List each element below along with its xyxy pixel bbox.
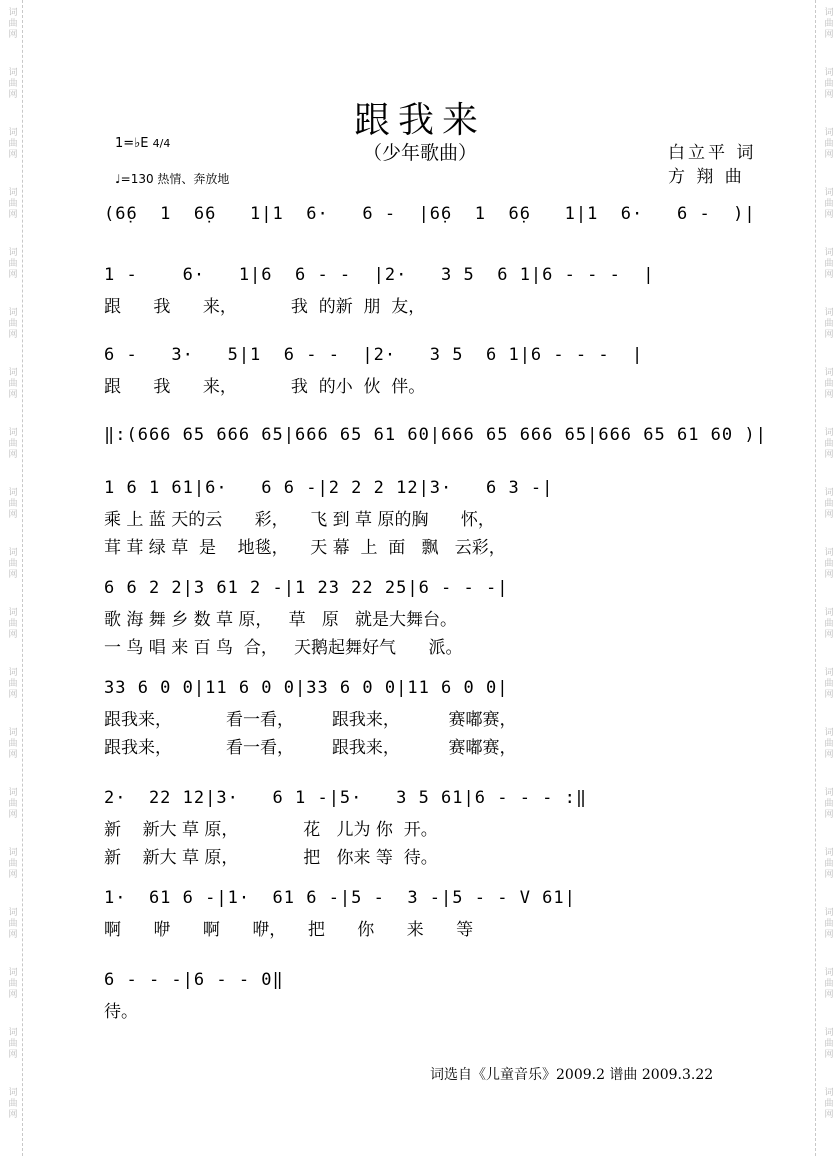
watermark: 词 曲 网 — [824, 428, 834, 460]
lyrics-verse-1: 跟 我 来， 我 的新 朋 友， — [104, 297, 426, 317]
watermark: 词 曲 网 — [8, 8, 18, 40]
footer-note: 词选自《儿童音乐》2009.2 谱曲 2009.3.22 — [430, 1067, 714, 1083]
notation-row: 6 - 3· 5|1 6 - - |2· 3 5 6 1|6 - - - | — [104, 345, 644, 365]
watermark: 词 曲 网 — [8, 848, 18, 880]
watermark: 词 曲 网 — [8, 728, 18, 760]
watermark: 词 曲 网 — [8, 608, 18, 640]
lyrics-verse-2: 一 鸟 唱 来 百 鸟 合， 天鹅起舞好气 派。 — [104, 638, 463, 658]
lyrics-verse-2: 新 新大 草 原， 把 你来 等 待。 — [104, 848, 438, 868]
watermark: 词 曲 网 — [8, 68, 18, 100]
lyrics-verse-2: 茸 茸 绿 草 是 地毯， 天 幕 上 面 飘 云彩， — [104, 538, 506, 558]
notation-row: 33 6 0 0|11 6 0 0|33 6 0 0|11 6 0 0| — [104, 678, 509, 698]
watermark: 词 曲 网 — [824, 308, 834, 340]
key-signature — [115, 136, 170, 151]
notation-row: 6 - - -|6 - - 0‖ — [104, 970, 284, 990]
notation-row: 1 - 6· 1|6 6 - - |2· 3 5 6 1|6 - - - | — [104, 265, 655, 285]
watermark: 词 曲 网 — [8, 248, 18, 280]
watermark: 词 曲 网 — [8, 1028, 18, 1060]
watermark: 词 曲 网 — [824, 968, 834, 1000]
watermark: 词 曲 网 — [8, 428, 18, 460]
watermark: 词 曲 网 — [8, 188, 18, 220]
watermark: 词 曲 网 — [824, 728, 834, 760]
notation-row: ‖:(666 65 666 65|666 65 61 60|666 65 666 65|666 65 61 60 )| — [104, 425, 767, 445]
watermark: 词 曲 网 — [824, 1028, 834, 1060]
song-subtitle: （少年歌曲） — [362, 142, 477, 164]
watermark: 词 曲 网 — [8, 128, 18, 160]
watermark: 词 曲 网 — [824, 248, 834, 280]
lyrics-verse-1: 新 新大 草 原， 花 儿为 你 开。 — [104, 820, 438, 840]
watermark: 词 曲 网 — [8, 488, 18, 520]
watermark: 词 曲 网 — [8, 968, 18, 1000]
notation-row: 2· 22 12|3· 6 1 -|5· 3 5 61|6 - - - :‖ — [104, 788, 588, 808]
watermark: 词 曲 网 — [824, 188, 834, 220]
watermark: 词 曲 网 — [8, 788, 18, 820]
watermark: 词 曲 网 — [824, 788, 834, 820]
watermark: 词 曲 网 — [824, 908, 834, 940]
lyrics-verse-2: 跟我来， 看一看， 跟我来， 赛嘟赛， — [104, 738, 517, 758]
notation-row: 1· 61 6 -|1· 61 6 -|5 - 3 -|5 - - V 61| — [104, 888, 576, 908]
watermark: 词 曲 网 — [8, 308, 18, 340]
lyrics-verse-1: 啊 咿 啊 咿， 把 你 来 等 — [104, 920, 474, 940]
lyrics-verse-1: 歌 海 舞 乡 数 草 原， 草 原 就是大舞台。 — [104, 610, 458, 630]
watermark: 词 曲 网 — [824, 548, 834, 580]
watermark: 词 曲 网 — [824, 848, 834, 880]
time-signature: 4/4 — [152, 137, 171, 150]
left-border — [22, 0, 23, 1156]
watermark: 词 曲 网 — [824, 488, 834, 520]
watermark: 词 曲 网 — [824, 1088, 834, 1120]
key-label: 1=♭E — [115, 136, 149, 151]
watermark: 词 曲 网 — [824, 8, 834, 40]
tempo-marking: ♩=130 热情、奔放地 — [115, 172, 230, 186]
watermark: 词 曲 网 — [8, 1088, 18, 1120]
composer-credit: 方 翔 曲 — [668, 167, 745, 187]
lyrics-verse-1: 待。 — [104, 1002, 138, 1022]
lyrics-verse-1: 跟 我 来， 我 的小 伙 伴。 — [104, 377, 426, 397]
watermark: 词 曲 网 — [824, 368, 834, 400]
right-border — [815, 0, 816, 1156]
watermark: 词 曲 网 — [824, 128, 834, 160]
lyrics-verse-1: 乘 上 蓝 天的云 彩， 飞 到 草 原的胸 怀， — [104, 510, 495, 530]
watermark: 词 曲 网 — [8, 368, 18, 400]
song-title: 跟我来 — [353, 100, 486, 141]
watermark: 词 曲 网 — [8, 908, 18, 940]
notation-row: 6 6 2 2|3 61 2 -|1 23 22 25|6 - - -| — [104, 578, 509, 598]
watermark: 词 曲 网 — [824, 608, 834, 640]
watermark: 词 曲 网 — [824, 68, 834, 100]
lyricist-credit: 白立平 词 — [668, 143, 757, 163]
watermark: 词 曲 网 — [824, 668, 834, 700]
lyrics-verse-1: 跟我来， 看一看， 跟我来， 赛嘟赛， — [104, 710, 517, 730]
notation-row: 1 6 1 61|6· 6 6 -|2 2 2 12|3· 6 3 -| — [104, 478, 554, 498]
watermark: 词 曲 网 — [8, 548, 18, 580]
watermark: 词 曲 网 — [8, 668, 18, 700]
notation-row: (6̣6 1 6̣6 1|1 6· 6 - |6̣6 1 6̣6 1|1 6· 6 - )| — [104, 204, 756, 224]
